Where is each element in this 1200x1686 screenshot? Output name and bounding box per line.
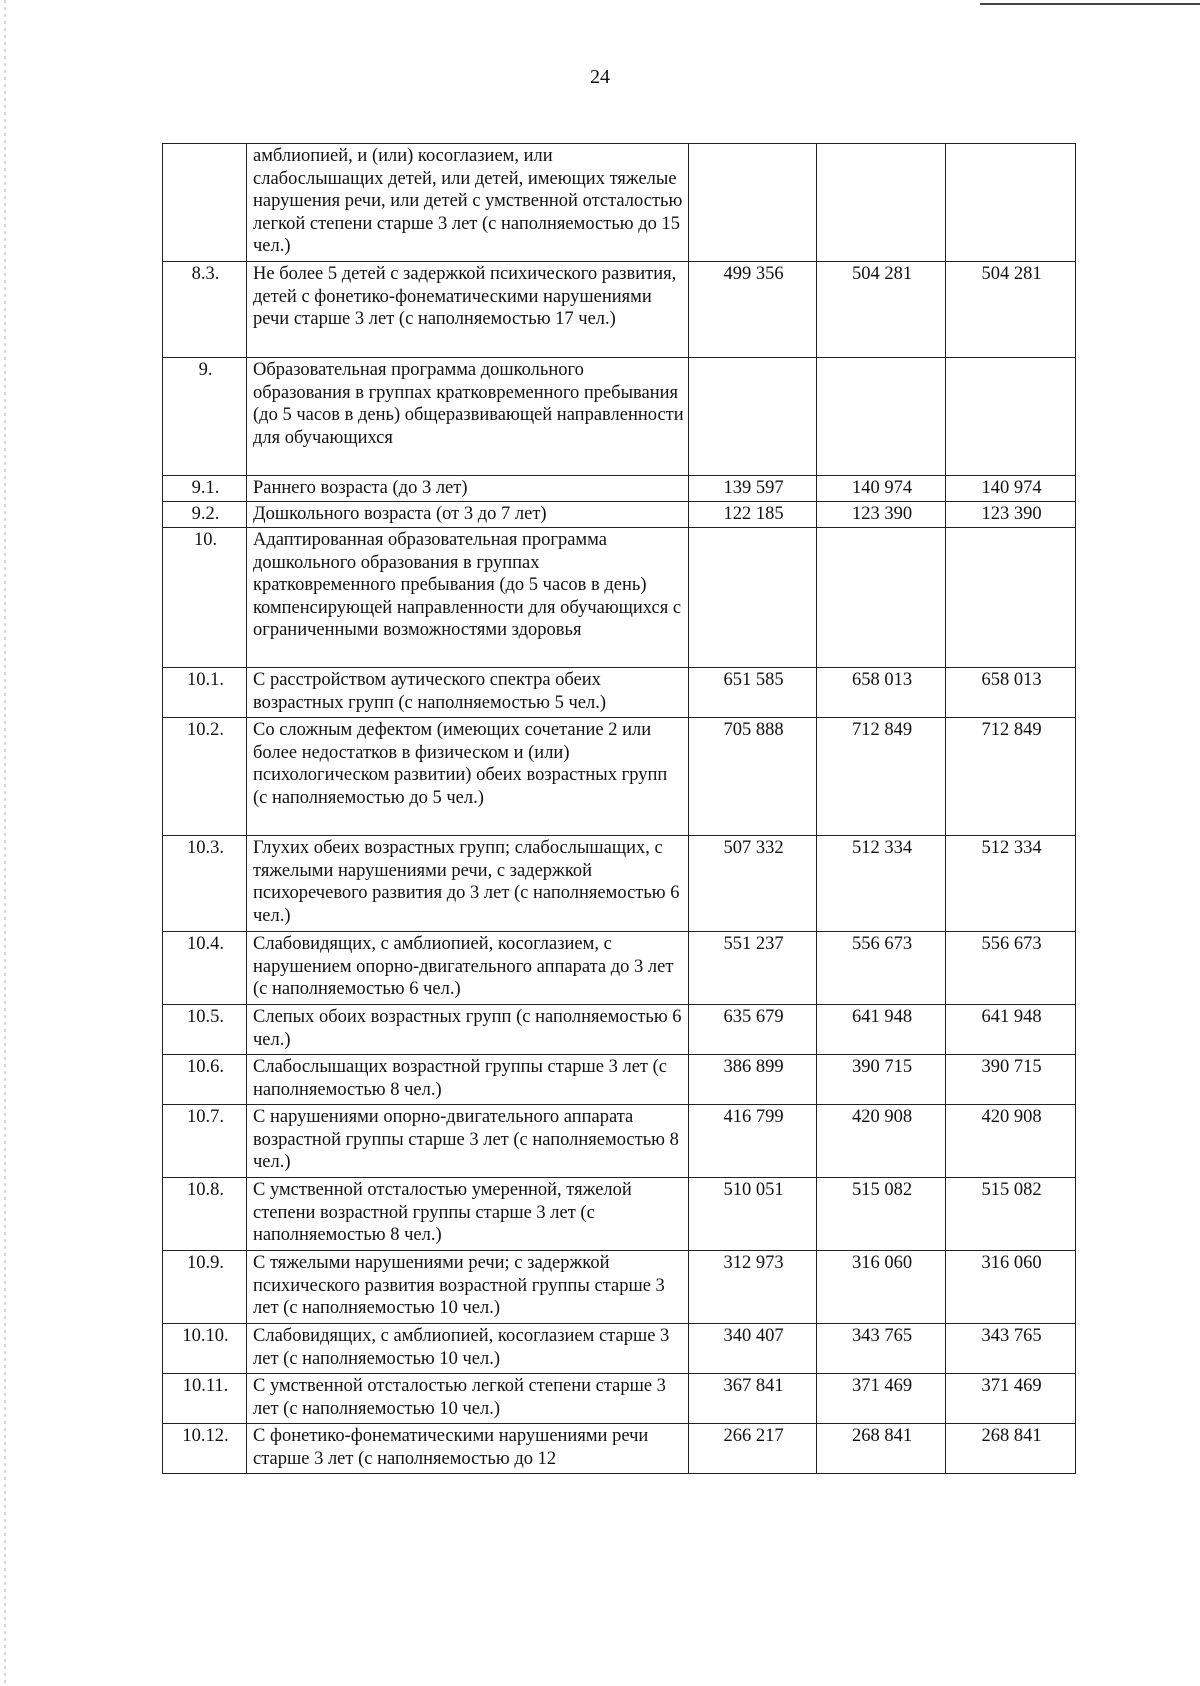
row-number: 10.7. [163,1105,247,1178]
row-value-2: 390 715 [817,1055,946,1105]
row-value-2: 371 469 [817,1374,946,1424]
table-row [163,1055,1076,1105]
table-row [163,1105,1076,1178]
row-number [163,144,247,262]
row-number: 10.10. [163,1324,247,1374]
row-value-1: 651 585 [689,668,817,718]
row-value-3 [946,358,1076,476]
row-value-3: 371 469 [946,1374,1076,1424]
row-value-1 [689,144,817,262]
row-value-3: 140 974 [946,476,1076,502]
tariff-table [162,143,1076,1474]
row-value-1: 340 407 [689,1324,817,1374]
row-value-1: 312 973 [689,1251,817,1324]
table-row [163,718,1076,836]
row-number: 10.3. [163,836,247,932]
row-value-2: 316 060 [817,1251,946,1324]
row-value-1: 635 679 [689,1005,817,1055]
row-value-2: 268 841 [817,1424,946,1474]
row-value-3: 268 841 [946,1424,1076,1474]
row-value-3: 556 673 [946,932,1076,1005]
row-value-3: 504 281 [946,262,1076,358]
table-body [163,144,1076,1474]
row-value-2: 641 948 [817,1005,946,1055]
table-row [163,1424,1076,1474]
row-value-1: 507 332 [689,836,817,932]
row-value-3: 515 082 [946,1178,1076,1251]
row-number: 10.1. [163,668,247,718]
scan-edge-line [4,0,6,1686]
row-description: С умственной отсталостью легкой степени старше 3 лет (с наполняемостью 10 чел.) [247,1374,689,1424]
row-description: С фонетико-фонематическими нарушениями речи старше 3 лет (с наполняемостью до 12 [247,1424,689,1474]
table-row [163,1374,1076,1424]
row-value-2: 504 281 [817,262,946,358]
row-value-1 [689,528,817,668]
row-value-2: 123 390 [817,502,946,528]
row-value-2: 420 908 [817,1105,946,1178]
row-description: Слабослышащих возрастной группы старше 3 лет (с наполняемостью 8 чел.) [247,1055,689,1105]
row-number: 9. [163,358,247,476]
table-row [163,1005,1076,1055]
table-row [163,1251,1076,1324]
row-value-1: 386 899 [689,1055,817,1105]
row-description: С умственной отсталостью умеренной, тяжелой степени возрастной группы старше 3 лет (с наполняемостью 8 чел.) [247,1178,689,1251]
row-value-2: 343 765 [817,1324,946,1374]
row-value-2 [817,144,946,262]
row-number: 9.1. [163,476,247,502]
row-value-1: 122 185 [689,502,817,528]
row-description: Слабовидящих, с амблиопией, косоглазием старше 3 лет (с наполняемостью 10 чел.) [247,1324,689,1374]
table-row [163,144,1076,262]
row-description: С расстройством аутического спектра обеих возрастных групп (с наполняемостью 5 чел.) [247,668,689,718]
table-row [163,668,1076,718]
row-description: Слабовидящих, с амблиопией, косоглазием, с нарушением опорно-двигательного аппарата до 3 лет (с наполняемостью 6 чел.) [247,932,689,1005]
row-description: Адаптированная образовательная программа дошкольного образования в группах кратковременного пребывания (до 5 часов в день) компенсирующей направленности для обучающихся с ограниченными возможностями здоровья [247,528,689,668]
table-row [163,262,1076,358]
row-description: С нарушениями опорно-двигательного аппарата возрастной группы старше 3 лет (с наполняемостью 8 чел.) [247,1105,689,1178]
row-number: 10.5. [163,1005,247,1055]
row-value-2 [817,358,946,476]
row-description: Не более 5 детей с задержкой психического развития, детей с фонетико-фонематическими нарушениями речи старше 3 лет (с наполняемостью 17 чел.) [247,262,689,358]
row-value-1: 510 051 [689,1178,817,1251]
row-value-3 [946,144,1076,262]
row-value-2: 140 974 [817,476,946,502]
row-value-1 [689,358,817,476]
table-row [163,932,1076,1005]
row-number: 10.6. [163,1055,247,1105]
row-value-3: 316 060 [946,1251,1076,1324]
table-row [163,1324,1076,1374]
row-description: Со сложным дефектом (имеющих сочетание 2 или более недостатков в физическом и (или) психологическом развитии) обеих возрастных групп (с наполняемостью до 5 чел.) [247,718,689,836]
table-row [163,502,1076,528]
row-value-1: 705 888 [689,718,817,836]
row-value-1: 367 841 [689,1374,817,1424]
table-row [163,1178,1076,1251]
row-number: 8.3. [163,262,247,358]
row-value-3: 343 765 [946,1324,1076,1374]
row-description: Раннего возраста (до 3 лет) [247,476,689,502]
row-number: 10.2. [163,718,247,836]
row-number: 10.12. [163,1424,247,1474]
row-description: амблиопией, и (или) косоглазием, или слабослышащих детей, или детей, имеющих тяжелые нарушения речи, или детей с умственной отсталостью легкой степени старше 3 лет (с наполняемостью до 15 чел.) [247,144,689,262]
row-number: 10.9. [163,1251,247,1324]
row-description: Образовательная программа дошкольного образования в группах кратковременного пребывания (до 5 часов в день) общеразвивающей направленности для обучающихся [247,358,689,476]
row-value-3: 512 334 [946,836,1076,932]
row-description: С тяжелыми нарушениями речи; с задержкой психического развития возрастной группы старше 3 лет (с наполняемостью 10 чел.) [247,1251,689,1324]
row-value-3: 712 849 [946,718,1076,836]
row-number: 9.2. [163,502,247,528]
table-row [163,836,1076,932]
row-value-2 [817,528,946,668]
row-value-3: 123 390 [946,502,1076,528]
row-value-2: 658 013 [817,668,946,718]
row-value-3: 420 908 [946,1105,1076,1178]
row-description: Глухих обеих возрастных групп; слабослышащих, с тяжелыми нарушениями речи, с задержкой психоречевого развития до 3 лет (с наполняемостью 6 чел.) [247,836,689,932]
row-value-1: 499 356 [689,262,817,358]
row-value-1: 266 217 [689,1424,817,1474]
row-value-3: 390 715 [946,1055,1076,1105]
table-row [163,358,1076,476]
row-value-1: 139 597 [689,476,817,502]
row-number: 10.11. [163,1374,247,1424]
row-value-3: 658 013 [946,668,1076,718]
row-description: Слепых обоих возрастных групп (с наполняемостью 6 чел.) [247,1005,689,1055]
row-number: 10.8. [163,1178,247,1251]
table-row [163,528,1076,668]
row-value-2: 515 082 [817,1178,946,1251]
row-value-3 [946,528,1076,668]
row-number: 10.4. [163,932,247,1005]
row-value-2: 512 334 [817,836,946,932]
row-value-1: 416 799 [689,1105,817,1178]
scan-top-mark [980,3,1200,5]
row-value-1: 551 237 [689,932,817,1005]
page-number: 24 [590,66,610,88]
row-description: Дошкольного возраста (от 3 до 7 лет) [247,502,689,528]
table-row [163,476,1076,502]
row-number: 10. [163,528,247,668]
row-value-2: 712 849 [817,718,946,836]
row-value-3: 641 948 [946,1005,1076,1055]
row-value-2: 556 673 [817,932,946,1005]
